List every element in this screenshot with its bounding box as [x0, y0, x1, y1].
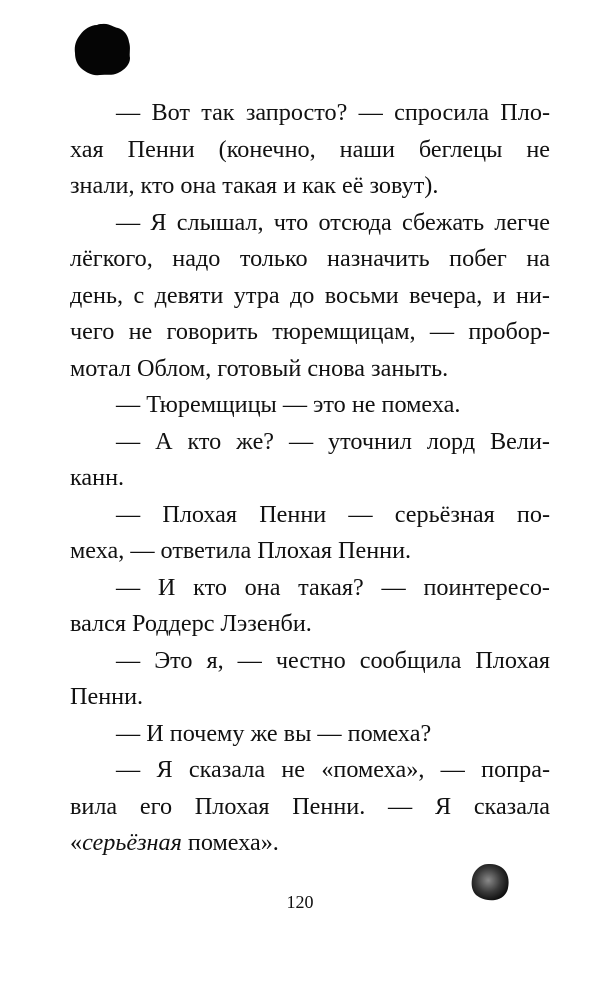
- text-line: Пенни.: [70, 683, 144, 710]
- page-number: 120: [286, 892, 314, 912]
- text-line: вила его Плохая Пенни. — Я сказала: [70, 792, 550, 820]
- body-text: [70, 95, 550, 862]
- text-line: — Плохая Пенни — серьёзная по-: [116, 500, 550, 528]
- paragraph: [70, 95, 550, 205]
- text-rest: помеха».: [181, 829, 279, 856]
- text-line: вался Роддерс Лэзенби.: [70, 610, 312, 637]
- ink-blot-top-decoration: [73, 22, 131, 76]
- text-line: [70, 825, 550, 862]
- text-line: — Это я, — честно сообщила Плохая: [116, 646, 550, 674]
- paragraph: [70, 643, 550, 716]
- text-line: — Вот так запросто? — спросила Пло-: [116, 99, 550, 126]
- text-line: день, с девяти утра до восьми вечера, и ни-: [70, 281, 550, 309]
- text-line: чего не говорить тюремщицам, — пробор-: [70, 318, 550, 345]
- text-line: хая Пенни (конечно, наши беглецы не: [70, 135, 550, 163]
- text-line: лёгкого, надо только назначить побег на: [70, 245, 550, 272]
- paragraph: [70, 752, 550, 862]
- text-line: канн.: [70, 464, 125, 491]
- quote-open: «: [70, 829, 83, 856]
- paragraph: [70, 387, 550, 424]
- paragraph: [70, 205, 550, 388]
- paragraph: [70, 716, 550, 753]
- italic-word: серьёзная: [82, 829, 182, 856]
- paragraph: [70, 497, 550, 570]
- text-line: — А кто же? — уточнил лорд Вели-: [116, 427, 550, 455]
- text-line: — И кто она такая? — поинтересо-: [116, 573, 550, 601]
- text-line: меха, — ответила Плохая Пенни.: [70, 537, 412, 564]
- text-line: — Я сказала не «помеха», — попра-: [116, 756, 550, 783]
- text-line: — Я слышал, что отсюда сбежать легче: [116, 208, 550, 236]
- text-line: — И почему же вы — помеха?: [116, 719, 432, 747]
- text-line: мотал Облом, готовый снова заныть.: [70, 354, 449, 382]
- paragraph: [70, 424, 550, 497]
- text-line: знали, кто она такая и как её зовут).: [70, 172, 439, 199]
- paragraph: [70, 570, 550, 643]
- text-line: — Тюремщицы — это не помеха.: [116, 391, 461, 418]
